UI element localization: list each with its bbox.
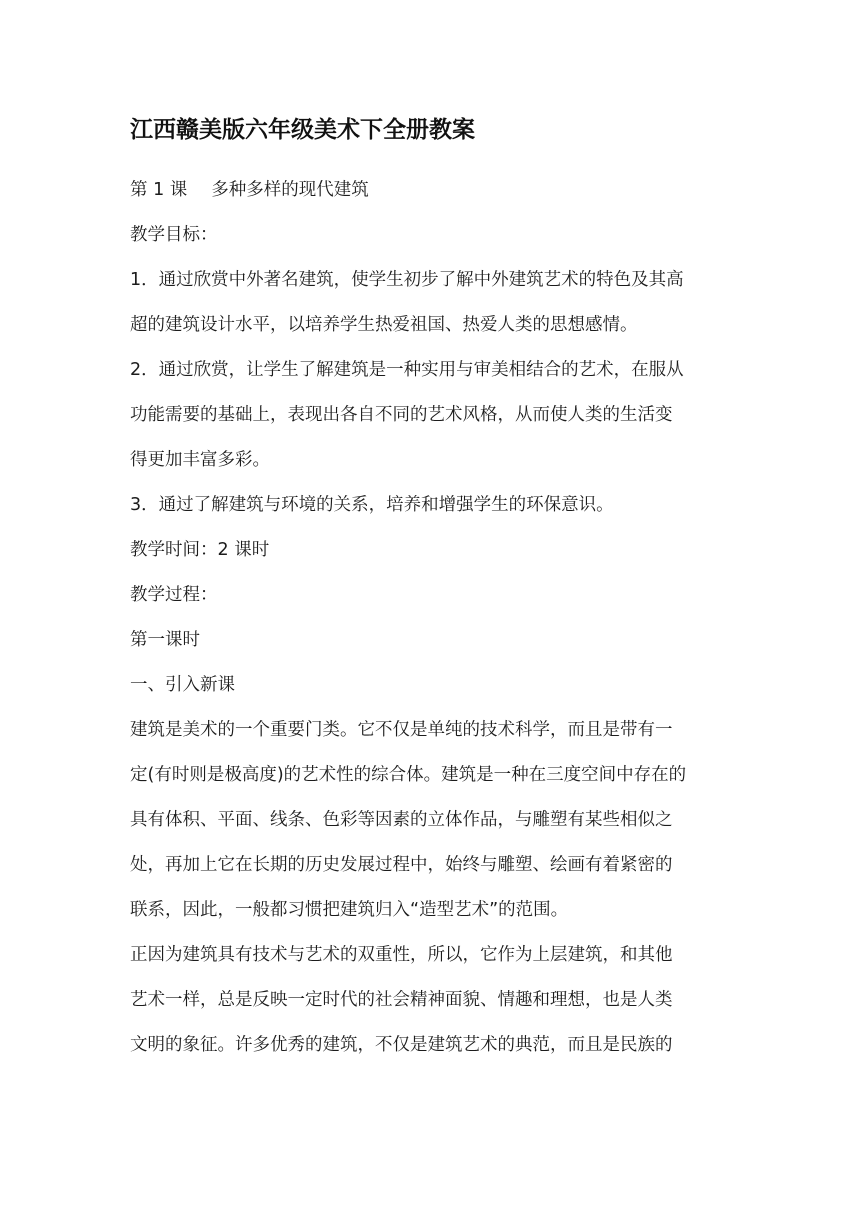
paragraph-1-line-3: 具有体积、平面、线条、色彩等因素的立体作品，与雕塑有某些相似之 (130, 810, 673, 830)
document-body (130, 112, 730, 1068)
goal-1-line-1: 1．通过欣赏中外著名建筑，使学生初步了解中外建筑艺术的特色及其高 (130, 270, 684, 290)
goal-2-line-2: 功能需要的基础上，表现出各自不同的艺术风格，从而使人类的生活变 (130, 405, 673, 425)
section-teaching-goals-label: 教学目标： (130, 225, 218, 245)
lesson-number: 第 1 课 (130, 180, 188, 200)
lesson-name: 多种多样的现代建筑 (211, 180, 369, 200)
teaching-time: 教学时间：2 课时 (130, 540, 270, 560)
goal-2-line-1: 2．通过欣赏，让学生了解建筑是一种实用与审美相结合的艺术，在服从 (130, 360, 684, 380)
paragraph-2-line-1: 正因为建筑具有技术与艺术的双重性，所以，它作为上层建筑，和其他 (130, 945, 673, 965)
paragraph-1-line-2: 定(有时则是极高度)的艺术性的综合体。建筑是一种在三度空间中存在的 (130, 765, 687, 785)
paragraph-2-line-2: 艺术一样，总是反映一定时代的社会精神面貌、情趣和理想，也是人类 (130, 990, 673, 1010)
paragraph-1-line-5: 联系，因此，一般都习惯把建筑归入“造型艺术”的范围。 (130, 900, 569, 920)
paragraph-1-line-1: 建筑是美术的一个重要门类。它不仅是单纯的技术科学，而且是带有一 (130, 720, 673, 740)
first-lesson-heading: 第一课时 (130, 630, 200, 650)
document-title: 江西赣美版六年级美术下全册教案 (130, 117, 475, 143)
intro-heading: 一、引入新课 (130, 675, 235, 695)
section-teaching-process-label: 教学过程： (130, 585, 218, 605)
paragraph-1-line-4: 处，再加上它在长期的历史发展过程中，始终与雕塑、绘画有着紧密的 (130, 855, 673, 875)
lesson-heading (130, 168, 730, 213)
paragraph-2-line-3: 文明的象征。许多优秀的建筑，不仅是建筑艺术的典范，而且是民族的 (130, 1035, 673, 1055)
goal-3-line-1: 3．通过了解建筑与环境的关系，培养和增强学生的环保意识。 (130, 495, 614, 515)
goal-1-line-2: 超的建筑设计水平，以培养学生热爱祖国、热爱人类的思想感情。 (130, 315, 638, 335)
goal-2-line-3: 得更加丰富多彩。 (130, 450, 270, 470)
